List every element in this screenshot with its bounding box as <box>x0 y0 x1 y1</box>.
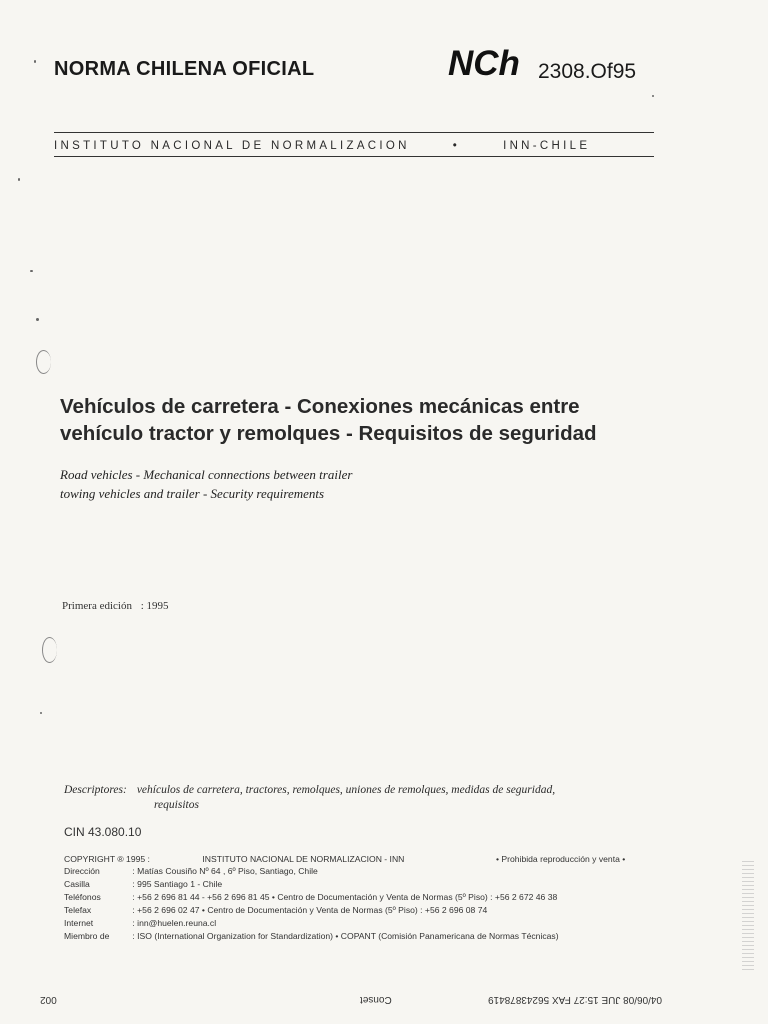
title-spanish-line1: Vehículos de carretera - Conexiones mecánicas entre <box>60 395 580 418</box>
info-value: : +56 2 696 02 47 • Centro de Documentación y Venta de Normas (5º Piso) : +56 2 696 08 74 <box>132 905 488 915</box>
descriptors <box>64 783 555 813</box>
title-spanish-line2: vehículo tractor y remolques - Requisitos de seguridad <box>60 422 597 445</box>
fax-transmission-line: 04/06/08 JUE 15:27 FAX 56243878419 <box>488 994 663 1005</box>
info-value: : 995 Santiago 1 - Chile <box>132 879 223 889</box>
info-row-pobox <box>64 879 222 889</box>
info-value: : +56 2 696 81 44 - +56 2 696 81 45 • Centro de Documentación y Venta de Normas (5º Piso) : +56 2 672 46 38 <box>132 892 558 902</box>
title-english-line1: Road vehicles - Mechanical connections between trailer <box>60 467 353 482</box>
descriptors-line1: vehículos de carretera, tractores, remolques, uniones de remolques, medidas de seguridad, <box>136 784 556 796</box>
info-key: Miembro de <box>64 931 110 941</box>
bullet-icon: • <box>452 140 461 152</box>
info-extra: • Prohibida reproducción y venta • <box>496 854 626 864</box>
descriptors-line2: requisitos <box>154 799 199 811</box>
standard-type-label: NORMA CHILENA OFICIAL <box>54 58 315 80</box>
institute-line <box>54 140 590 152</box>
info-value: INSTITUTO NACIONAL DE NORMALIZACION - INN <box>202 854 405 864</box>
info-key: Teléfonos <box>64 892 101 902</box>
institute-short: INN-CHILE <box>503 140 591 152</box>
cin-code: CIN 43.080.10 <box>64 825 142 839</box>
info-row-internet <box>64 918 216 928</box>
nch-mark: NCh <box>448 44 520 83</box>
institute-name: INSTITUTO NACIONAL DE NORMALIZACION <box>54 140 410 152</box>
hole-punch-mark <box>42 637 57 663</box>
hole-punch-mark <box>36 350 51 374</box>
edition-value: : 1995 <box>140 600 169 612</box>
info-value: : Matías Cousiño Nº 64 , 6º Piso, Santiago, Chile <box>132 866 318 876</box>
fax-page-number: 002 <box>40 994 57 1005</box>
info-key: Dirección <box>64 866 100 876</box>
info-value: : ISO (International Organization for Standardization) • COPANT (Comisión Panamericana de Normas Técnicas) <box>132 931 559 941</box>
fax-sender: Conset <box>360 994 392 1005</box>
info-key: COPYRIGHT ® 1995 : <box>64 854 150 864</box>
top-rule <box>54 132 654 133</box>
bottom-rule <box>54 156 654 157</box>
title-english-line2: towing vehicles and trailer - Security requirements <box>60 486 325 501</box>
descriptors-label: Descriptores: <box>64 784 127 796</box>
info-key: Casilla <box>64 879 90 889</box>
document-title-english <box>60 465 352 503</box>
info-row-telefax <box>64 905 487 915</box>
edition <box>62 600 175 612</box>
info-row-address <box>64 866 318 876</box>
info-key: Telefax <box>64 905 92 915</box>
info-key: Internet <box>64 918 94 928</box>
info-value: : inn@huelen.reuna.cl <box>132 918 217 928</box>
info-row-member <box>64 931 559 941</box>
info-row-phones <box>64 892 557 902</box>
scan-edge-noise <box>742 860 754 970</box>
info-row-copyright <box>64 854 626 864</box>
edition-label: Primera edición <box>62 600 132 612</box>
standard-code: 2308.Of95 <box>538 60 637 83</box>
document-title <box>60 393 670 447</box>
